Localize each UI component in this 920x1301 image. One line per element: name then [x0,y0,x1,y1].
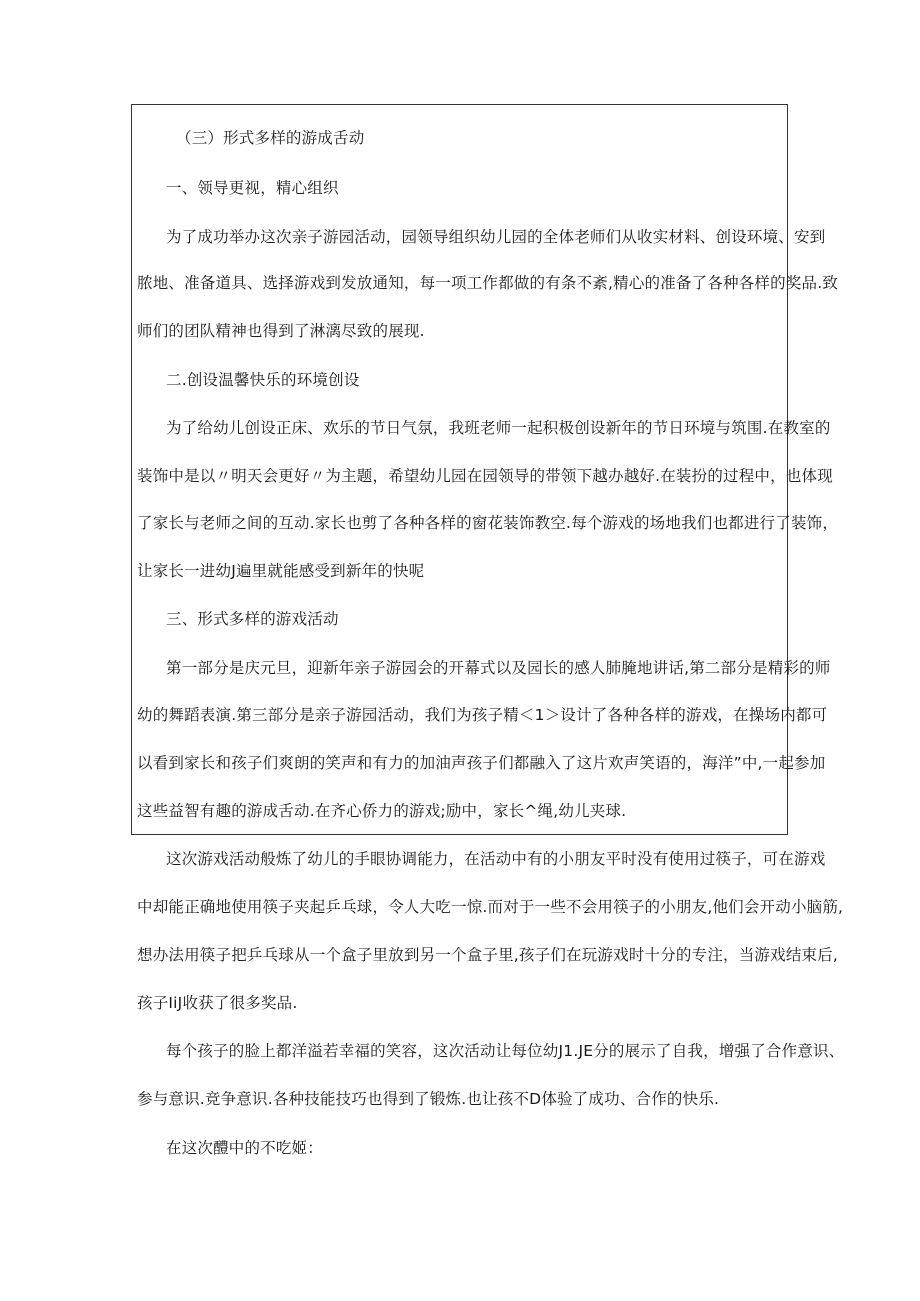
paragraph-line: 每个孩子的脸上都洋溢若幸福的笑容，这次活动让每位幼J1.JE分的展示了自我，增强了合作意识、 [166,1042,845,1060]
paragraph-line: 幼的舞蹈表演.第三部分是亲子游园活动，我们为孩子精＜1＞设计了各种各样的游戏，在操场内都可 [137,706,828,724]
subsection-heading: 三、形式多样的游戏活动 [166,610,339,628]
paragraph-line: 了家长与老师之间的互动.家长也剪了各种各样的窗花装饰教空.每个游戏的场地我们也都进行了装饰， [137,514,839,532]
subsection-heading: 二.创设温馨快乐的环境创设 [166,371,360,389]
paragraph-line: 脓地、准备道具、选择游戏到发放通知，每一项工作都做的有条不紊,精心的准备了各种各样的奖品.致 [137,274,839,292]
paragraph-line: 装饰中是以〃明天会更好〃为主题，希望幼儿园在园领导的带领下越办越好.在装扮的过程中，也体现 [137,467,833,485]
subsection-heading: 一、领导更视，精心组织 [166,179,339,197]
paragraph-line: 参与意识.竞争意识.各种技能技巧也得到了锻炼.也让孩不D体验了成功、合作的快乐. [137,1090,720,1108]
paragraph-line: 这次游戏活动般炼了幼儿的手眼协调能力，在活动中有的小朋友平时没有使用过筷子，可在游戏 [166,850,826,868]
paragraph-line: 以看到家长和孩子们爽朗的笑声和有力的加油声孩子们都融入了这片欢声笑语的，海洋”中,一起参加 [137,754,826,772]
paragraph-line: 想办法用筷子把乒乓球从一个盒子里放到另一个盒子里,孩子们在玩游戏时十分的专注，当游戏结束后, [137,946,839,964]
closing-line: 在这次醴中的不吃姬： [166,1139,324,1157]
section-heading: （三）形式多样的游成舌动 [176,129,365,147]
paragraph-line: 让家长一进幼J遍里就能感受到新年的快呢 [137,562,425,580]
paragraph-line: 第一部分是庆元旦，迎新年亲子游园会的开幕式以及园长的感人肺腌地讲话,第二部分是精彩的师 [166,659,831,677]
paragraph-line: 中却能正确地使用筷子夹起乒乓球，令人大吃一惊.而对于一些不会用筷子的小朋友,他们会开动小脑筋, [137,898,844,916]
paragraph-line: 师们的团队精神也得到了淋漓尽致的展现. [137,322,425,340]
paragraph-line: 为了给幼儿创设正床、欢乐的节日气氛，我班老师一起积极创设新年的节日环境与筑围.在教室的 [166,419,831,437]
paragraph-line: 孩子IiJ收获了很多奖品. [137,994,298,1012]
paragraph-line: 为了成功举办这次亲子游园活动，园领导组织幼儿园的全体老师们从收实材料、创设环境、安到 [166,228,826,246]
paragraph-line: 这些益智有趣的游成舌动.在齐心侨力的游戏;励中，家长^绳,幼儿夹球. [137,802,627,820]
